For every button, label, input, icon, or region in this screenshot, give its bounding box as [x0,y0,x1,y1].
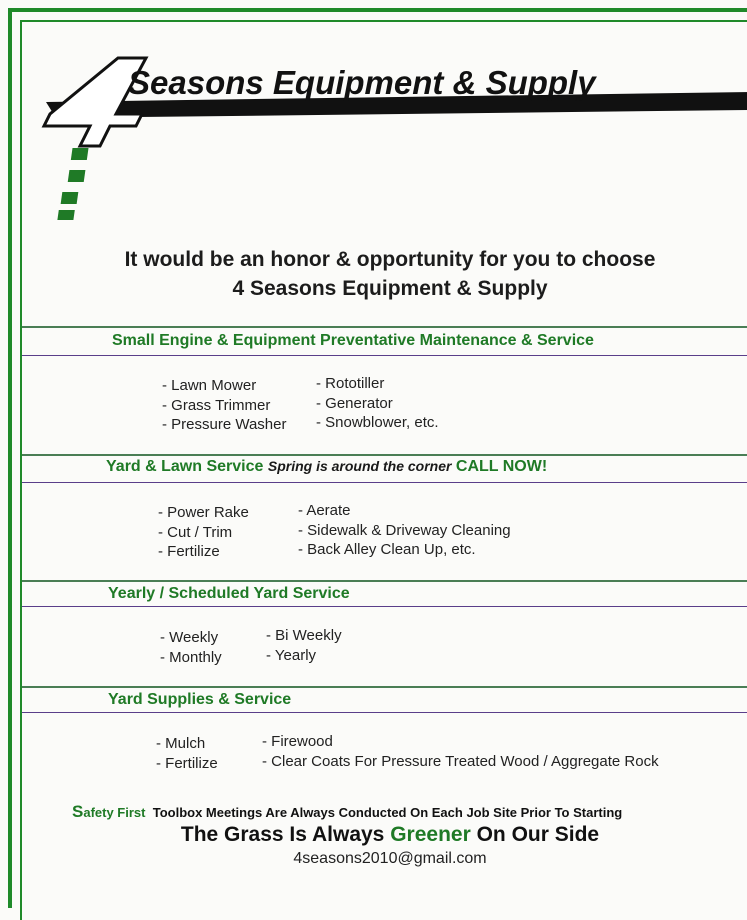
list-item: - Grass Trimmer [162,396,271,414]
divider [22,712,747,713]
tagline-start: The Grass Is Always [180,823,391,846]
section-title-yearly: Yearly / Scheduled Yard Service [108,585,350,602]
tagline-end: On Our Side [470,823,600,846]
yard-lawn-subtitle: Spring is around the corner [267,458,452,474]
yearly-list-col2 [266,626,342,665]
list-item: - Back Alley Clean Up, etc. [298,541,476,558]
yard-lawn-title: Yard & Lawn Service [106,458,264,475]
list-item: - Generator [316,394,393,412]
divider [22,482,747,483]
divider [22,355,747,356]
yard-lawn-list-col1 [158,503,249,562]
list-item: - Clear Coats For Pressure Treated Wood / Aggregate Rock [262,752,659,770]
divider [22,606,747,607]
list-item: - Pressure Washer [162,416,287,433]
yard-lawn-list-col2 [298,501,511,560]
safety-notice [72,802,622,822]
contact-email: 4seasons2010@gmail.com [293,850,487,867]
list-item: - Cut / Trim [158,523,233,541]
safety-first-initial: S [72,802,84,821]
safety-first-label: afety First [83,805,146,820]
section-title-supplies: Yard Supplies & Service [108,691,292,708]
list-item: - Yearly [266,646,317,664]
divider [22,454,747,456]
headline-line2: 4 Seasons Equipment & Supply [232,277,548,300]
divider [22,686,747,688]
list-item: - Sidewalk & Driveway Cleaning [298,521,511,539]
divider [22,580,747,582]
tagline-greener: Greener [390,823,471,846]
call-now-text: CALL NOW! [455,458,548,475]
list-item: - Firewood [262,733,333,750]
company-logo [36,52,747,232]
list-item: - Bi Weekly [266,627,342,644]
list-item: - Monthly [160,648,222,666]
tagline [0,823,747,847]
list-item: - Mulch [156,735,206,752]
yearly-list-col1 [160,628,222,667]
safety-text: Toolbox Meetings Are Always Conducted On Each Job Site Prior To Starting [152,805,623,820]
list-item: - Snowblower, etc. [316,414,439,431]
supplies-list-col2 [262,732,659,771]
section-title-small-engine: Small Engine & Equipment Preventative Maintenance & Service [112,332,594,349]
list-item: - Fertilize [156,754,218,772]
small-engine-list-col1 [162,376,286,435]
list-item: - Fertilize [158,543,220,560]
list-item: - Power Rake [158,504,249,521]
list-item: - Rototiller [316,375,385,392]
section-title-yard-lawn [106,458,547,476]
list-item: - Aerate [298,502,351,519]
small-engine-list-col2 [316,374,439,433]
headline-line1: It would be an honor & opportunity for you to choose [124,248,656,271]
company-name: Seasons Equipment & Supply [128,64,596,101]
supplies-list-col1 [156,734,218,773]
list-item: - Weekly [160,629,219,646]
list-item: - Lawn Mower [162,377,257,394]
divider [22,326,747,328]
